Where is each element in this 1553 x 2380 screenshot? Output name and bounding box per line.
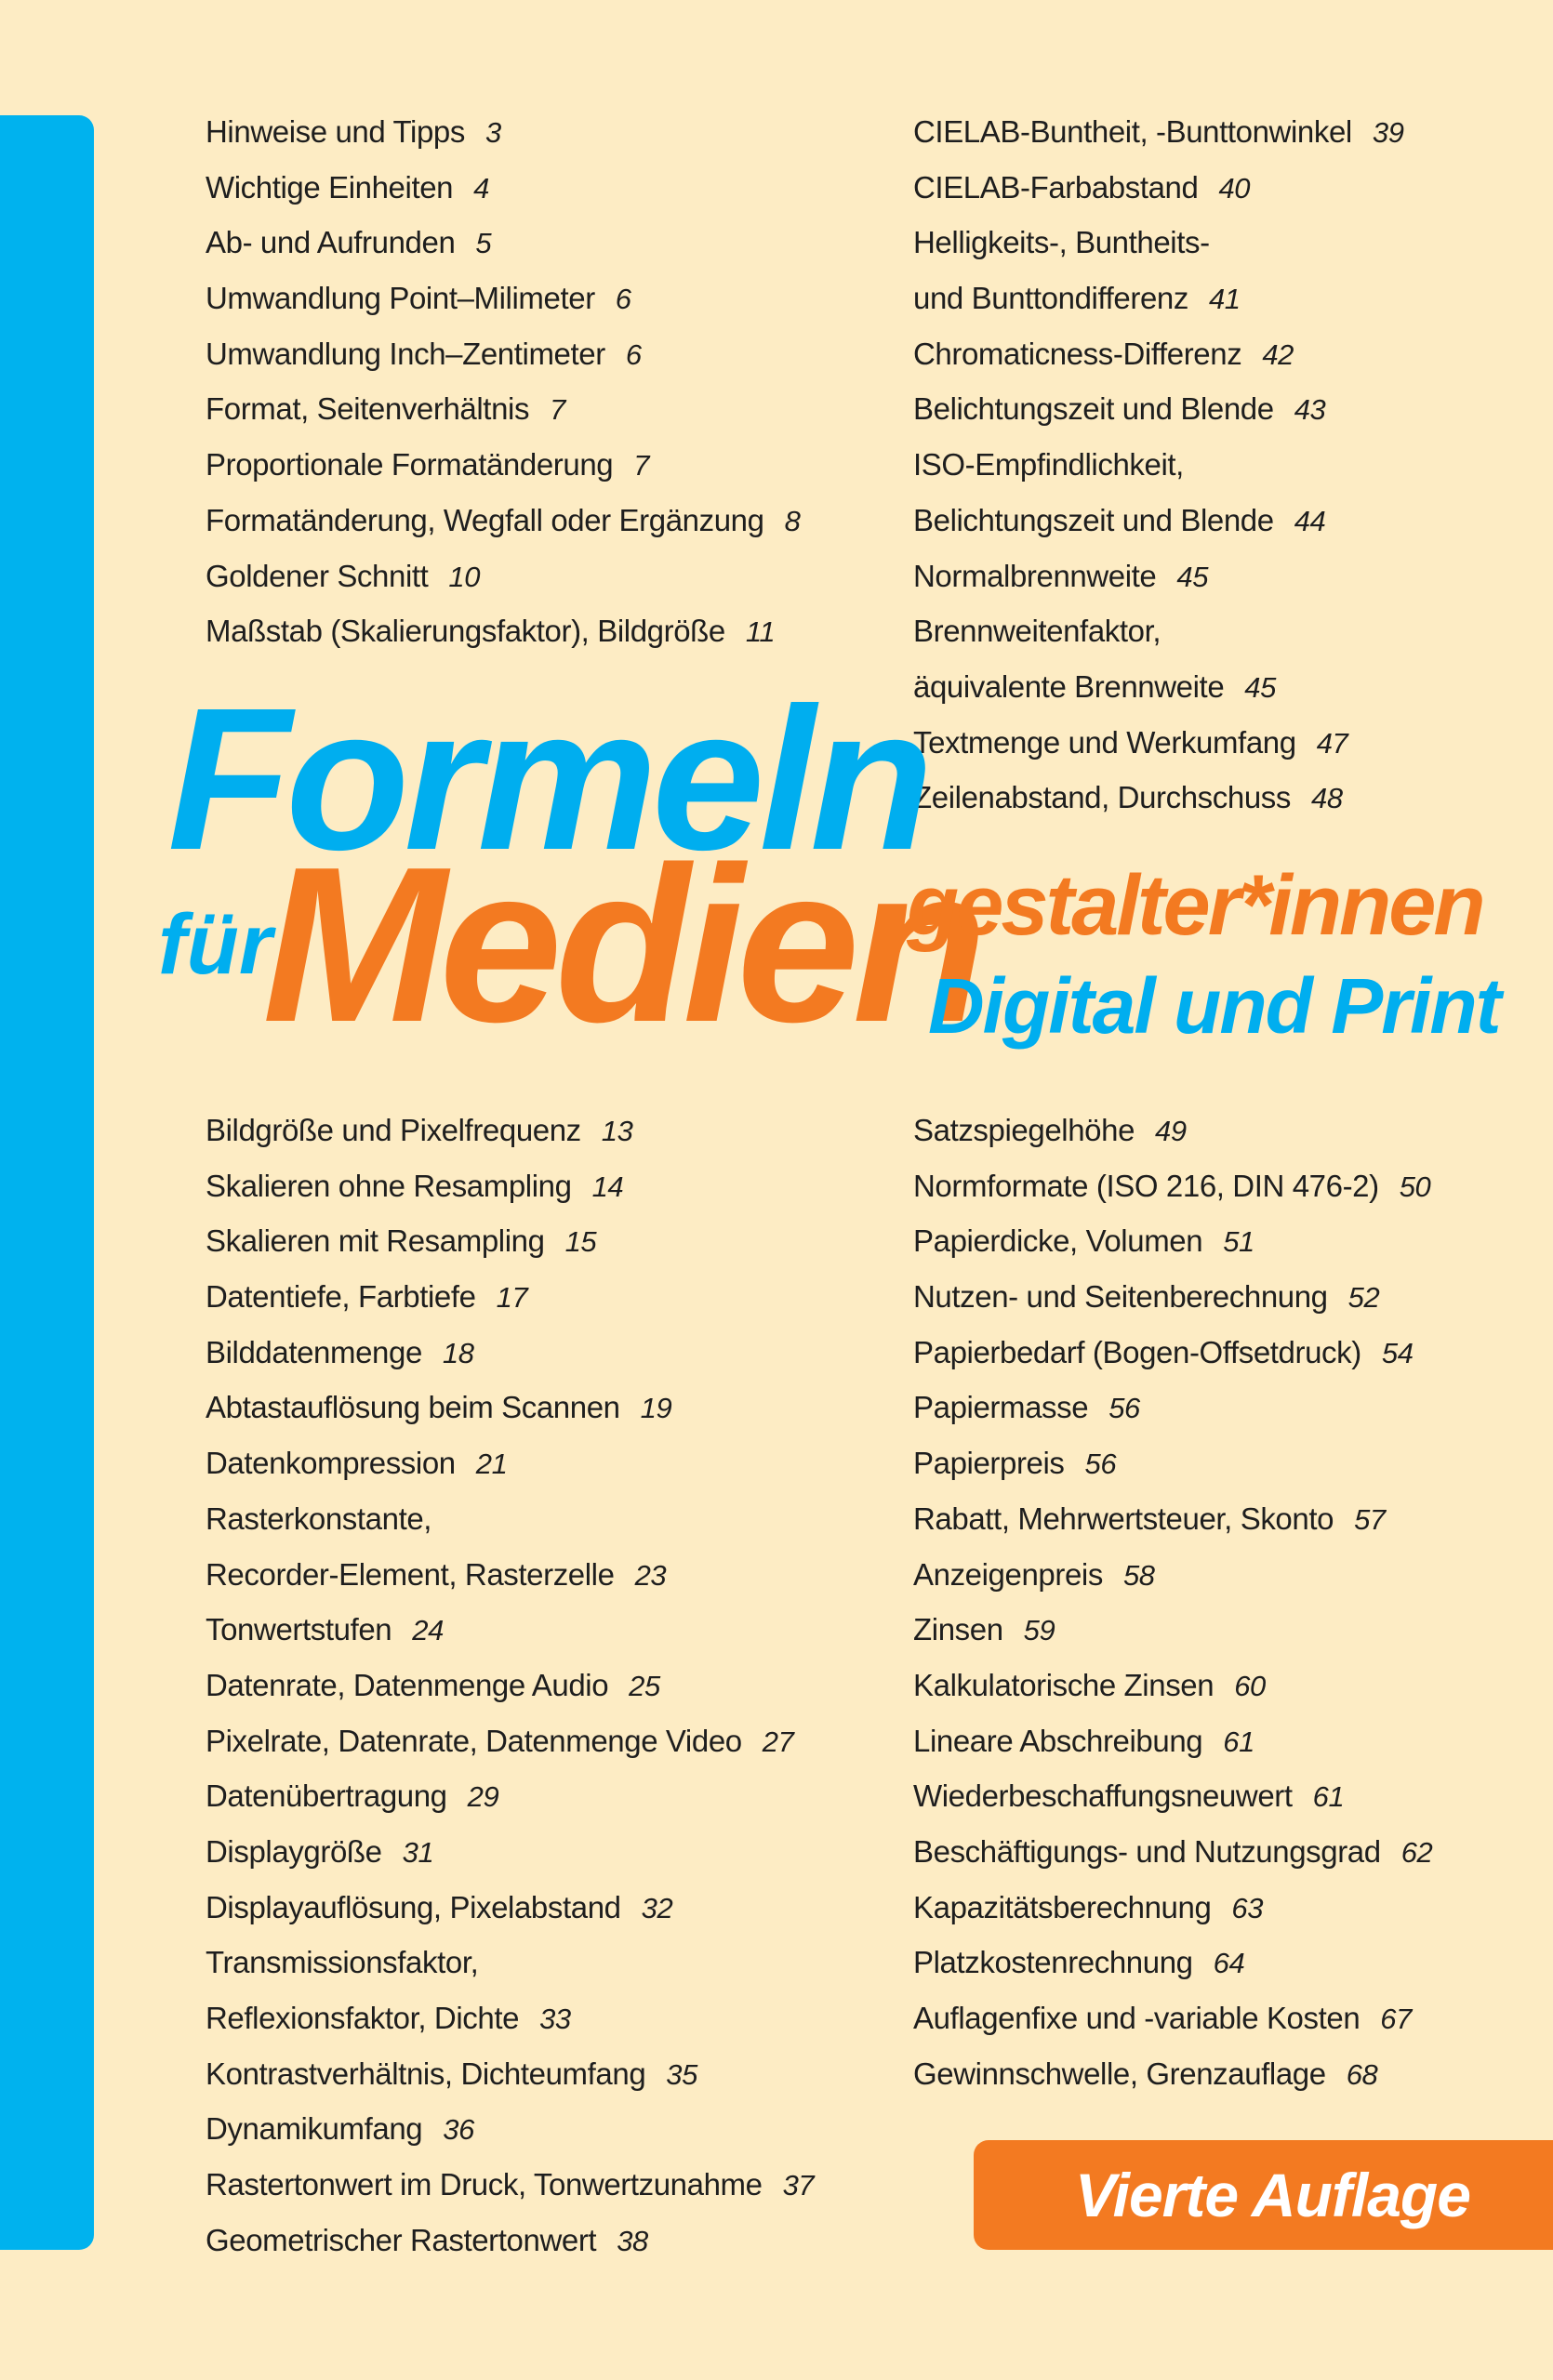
toc-entry [206,1491,814,1547]
toc-entry-title: Anzeigenpreis [913,1556,1103,1592]
toc-entry [913,1658,1432,1713]
toc-entry [913,160,1404,216]
toc-entry [206,1435,814,1491]
toc-entry-title: Belichtungszeit und Blende [913,391,1274,427]
toc-entry [206,1713,814,1769]
toc-entry-title: Papiermasse [913,1390,1089,1425]
toc-entry-page-number: 17 [496,1281,528,1315]
toc-entry [206,1602,814,1658]
toc-entry-page-number: 29 [467,1780,499,1814]
toc-entry-page-number: 19 [640,1392,672,1425]
toc-entry [206,2046,814,2102]
toc-entry-page-number: 31 [402,1835,434,1869]
toc-entry-title: ISO-Empfindlichkeit, [913,447,1184,483]
toc-entry [913,1325,1432,1381]
toc-entry-page-number: 6 [625,337,642,371]
toc-entry [206,493,800,549]
toc-entry-title: Abtastauflösung beim Scannen [206,1390,620,1425]
toc-entry-title: Rabatt, Mehrwertsteuer, Skonto [913,1501,1334,1536]
toc-entry-title: Format, Seitenverhältnis [206,391,530,427]
toc-entry [206,104,800,160]
toc-entry-title: Belichtungszeit und Blende [913,502,1274,537]
toc-entry-title: Goldener Schnitt [206,558,429,593]
toc-entry-title: Displayauflösung, Pixelabstand [206,1889,621,1924]
toc-column-bottom-right [913,1103,1432,2101]
toc-entry [913,1491,1432,1547]
edition-badge [974,2140,1553,2250]
toc-entry-page-number: 41 [1208,283,1241,316]
toc-entry-page-number: 60 [1234,1669,1266,1702]
toc-entry [206,437,800,493]
toc-entry-page-number: 48 [1310,782,1343,815]
toc-entry-title: Bilddatenmenge [206,1334,422,1369]
toc-entry [206,1880,814,1936]
toc-entry-title: Lineare Abschreibung [913,1723,1203,1758]
toc-entry-page-number: 21 [475,1448,508,1481]
toc-entry-title: Papierbedarf (Bogen-Offsetdruck) [913,1334,1361,1369]
toc-entry-page-number: 24 [412,1614,444,1647]
toc-entry [913,1602,1432,1658]
toc-entry-page-number: 4 [473,171,489,205]
toc-entry-page-number: 27 [762,1725,794,1758]
toc-entry-title: Datentiefe, Farbtiefe [206,1279,476,1315]
toc-entry [206,271,800,326]
toc-entry-title: Satzspiegelhöhe [913,1113,1135,1147]
toc-entry [206,1380,814,1435]
blue-side-bar [0,115,94,2250]
toc-entry [913,381,1404,437]
toc-entry-title: Formatänderung, Wegfall oder Ergänzung [206,502,764,537]
toc-entry-title: Auflagenfixe und -variable Kosten [913,2001,1361,2035]
toc-entry-title: Skalieren ohne Resampling [206,1168,572,1203]
toc-entry-page-number: 35 [666,2057,697,2091]
toc-entry-page-number: 32 [641,1891,673,1924]
toc-entry-title: äquivalente Brennweite [913,668,1225,704]
toc-entry [913,271,1404,326]
toc-entry-title: CIELAB-Buntheit, -Bunttonwinkel [913,114,1352,149]
toc-entry-page-number: 62 [1400,1835,1433,1869]
toc-entry [913,1435,1432,1491]
toc-entry-title: Hinweise und Tipps [206,114,465,149]
toc-entry-title: Normalbrennweite [913,558,1157,593]
toc-entry-title: Geometrischer Rastertonwert [206,2222,597,2257]
toc-entry-page-number: 44 [1294,504,1326,537]
toc-entry-page-number: 5 [475,227,492,260]
toc-entry [913,549,1404,604]
toc-entry [913,659,1404,715]
toc-entry-page-number: 67 [1380,2003,1412,2035]
toc-entry [913,1547,1432,1603]
toc-entry-page-number: 61 [1312,1780,1345,1814]
toc-column-bottom-left [206,1103,814,2268]
toc-entry-page-number: 3 [484,116,501,149]
toc-entry-page-number: 64 [1213,1947,1245,1980]
toc-entry-title: Platzkostenrechnung [913,1945,1193,1980]
toc-entry-title: Brennweitenfaktor, [913,614,1161,649]
toc-entry [206,1658,814,1713]
toc-entry [913,1158,1432,1214]
toc-entry [913,215,1404,271]
toc-entry-page-number: 68 [1346,2057,1378,2091]
toc-entry-page-number: 8 [784,504,801,537]
toc-entry-title: Wichtige Einheiten [206,169,454,205]
toc-entry-title: Rasterkonstante, [206,1501,432,1536]
toc-entry-page-number: 45 [1176,560,1209,593]
toc-entry [913,1103,1432,1158]
edition-label: Vierte Auflage [1075,2161,1470,2229]
toc-entry [206,2157,814,2213]
toc-entry-page-number: 56 [1108,1392,1140,1425]
toc-entry-title: Reflexionsfaktor, Dichte [206,2001,520,2035]
toc-entry-page-number: 61 [1223,1725,1254,1758]
toc-entry-page-number: 51 [1223,1225,1254,1259]
toc-entry-page-number: 63 [1231,1891,1264,1924]
toc-entry-title: Recorder-Element, Rasterzelle [206,1556,615,1592]
toc-entry [913,1213,1432,1269]
toc-entry [913,104,1404,160]
toc-entry [913,770,1404,826]
toc-entry-title: Wiederbeschaffungsneuwert [913,1778,1293,1814]
title-medien: Medien [262,822,980,1068]
toc-entry-title: Chromaticness-Differenz [913,336,1242,371]
toc-entry-page-number: 7 [633,449,650,483]
toc-entry [206,215,800,271]
title-formeln: Formeln [167,667,928,892]
toc-entry-page-number: 15 [564,1225,597,1259]
toc-entry [206,1325,814,1381]
toc-entry-title: Beschäftigungs- und Nutzungsgrad [913,1833,1381,1869]
toc-entry-title: Nutzen- und Seitenberechnung [913,1279,1328,1315]
toc-entry [913,1880,1432,1936]
toc-entry [913,603,1404,659]
title-fuer: für [158,897,272,992]
toc-entry [913,1824,1432,1880]
toc-entry [913,1713,1432,1769]
toc-entry-title: Skalieren mit Resampling [206,1223,545,1259]
toc-entry [206,2213,814,2268]
toc-entry [913,2046,1432,2102]
toc-entry [206,1158,814,1214]
toc-entry-title: Gewinnschwelle, Grenzauflage [913,2056,1326,2091]
toc-entry [913,715,1404,771]
toc-entry [913,437,1404,493]
toc-entry-page-number: 33 [539,2003,571,2035]
toc-entry-title: Kalkulatorische Zinsen [913,1667,1215,1702]
toc-entry [206,549,800,604]
toc-entry-page-number: 54 [1381,1336,1414,1369]
toc-entry-title: Helligkeits-, Buntheits- [913,225,1210,260]
toc-entry-title: Umwandlung Point–Milimeter [206,281,595,316]
toc-entry-title: Papierdicke, Volumen [913,1223,1203,1259]
toc-entry-page-number: 45 [1244,670,1276,704]
toc-entry-page-number: 23 [634,1558,667,1592]
title-gestalter: gestalter*innen [907,858,1483,953]
toc-entry [913,1380,1432,1435]
toc-entry [206,1269,814,1325]
toc-entry-page-number: 13 [601,1115,633,1147]
toc-entry [206,2101,814,2157]
toc-entry-title: Datenkompression [206,1446,456,1481]
toc-entry [206,1990,814,2046]
toc-entry [206,1768,814,1824]
toc-entry-page-number: 14 [591,1170,624,1203]
toc-entry-page-number: 58 [1122,1558,1155,1592]
toc-entry-title: Proportionale Formatänderung [206,447,614,483]
toc-entry [206,1547,814,1603]
toc-entry-title: Kapazitätsberechnung [913,1889,1212,1924]
toc-entry-title: Ab- und Aufrunden [206,225,456,260]
toc-entry-page-number: 40 [1218,171,1251,205]
toc-entry-title: Normformate (ISO 216, DIN 476-2) [913,1168,1379,1203]
toc-entry-title: Datenrate, Datenmenge Audio [206,1667,609,1702]
toc-entry-title: Displaygröße [206,1833,382,1869]
toc-entry-title: Rastertonwert im Druck, Tonwertzunahme [206,2167,763,2202]
toc-entry [206,1824,814,1880]
toc-entry [206,326,800,382]
toc-entry-page-number: 42 [1262,337,1294,371]
toc-entry-page-number: 11 [745,615,776,649]
toc-entry-page-number: 56 [1084,1448,1117,1481]
toc-entry-title: und Bunttondifferenz [913,281,1188,316]
toc-entry [913,1768,1432,1824]
toc-entry-page-number: 52 [1347,1281,1380,1315]
toc-column-top-right [913,104,1404,826]
toc-entry-page-number: 6 [615,283,631,316]
toc-entry-page-number: 10 [448,560,481,593]
toc-entry-title: Zinsen [913,1612,1003,1647]
toc-entry-page-number: 38 [617,2224,648,2257]
toc-entry-title: Datenübertragung [206,1778,447,1814]
toc-entry [206,603,800,659]
toc-entry-title: CIELAB-Farbabstand [913,169,1199,205]
toc-entry-page-number: 36 [443,2113,474,2147]
toc-entry-page-number: 7 [550,393,565,427]
toc-entry [913,1935,1432,1990]
toc-entry-page-number: 47 [1316,726,1348,760]
toc-column-top-left [206,104,800,659]
toc-entry-page-number: 25 [629,1669,660,1702]
toc-entry-page-number: 37 [782,2169,815,2202]
toc-entry [206,1213,814,1269]
toc-entry-title: Papierpreis [913,1446,1065,1481]
toc-entry [206,381,800,437]
toc-entry [913,326,1404,382]
toc-entry-title: Pixelrate, Datenrate, Datenmenge Video [206,1723,742,1758]
toc-entry-title: Maßstab (Skalierungsfaktor), Bildgröße [206,614,725,649]
toc-entry-title: Dynamikumfang [206,2111,423,2147]
toc-entry-page-number: 49 [1155,1115,1187,1147]
toc-entry-page-number: 57 [1354,1502,1386,1536]
toc-entry-title: Tonwertstufen [206,1612,392,1647]
toc-entry [206,160,800,216]
toc-entry-title: Transmissionsfaktor, [206,1945,479,1980]
toc-entry [913,1990,1432,2046]
toc-entry-page-number: 18 [442,1336,474,1369]
toc-entry-title: Textmenge und Werkumfang [913,724,1296,760]
toc-entry-title: Umwandlung Inch–Zentimeter [206,336,605,371]
toc-entry-title: Kontrastverhältnis, Dichteumfang [206,2056,646,2091]
toc-entry-page-number: 59 [1023,1614,1055,1647]
toc-entry-page-number: 43 [1294,393,1326,427]
toc-entry [206,1935,814,1990]
toc-entry-page-number: 50 [1399,1170,1431,1203]
title-digital-und-print: Digital und Print [928,962,1500,1050]
toc-entry-title: Zeilenabstand, Durchschuss [913,780,1291,815]
toc-entry [913,493,1404,549]
toc-entry-title: Bildgröße und Pixelfrequenz [206,1113,581,1147]
toc-entry-page-number: 39 [1372,116,1404,149]
toc-entry [913,1269,1432,1325]
toc-entry [206,1103,814,1158]
